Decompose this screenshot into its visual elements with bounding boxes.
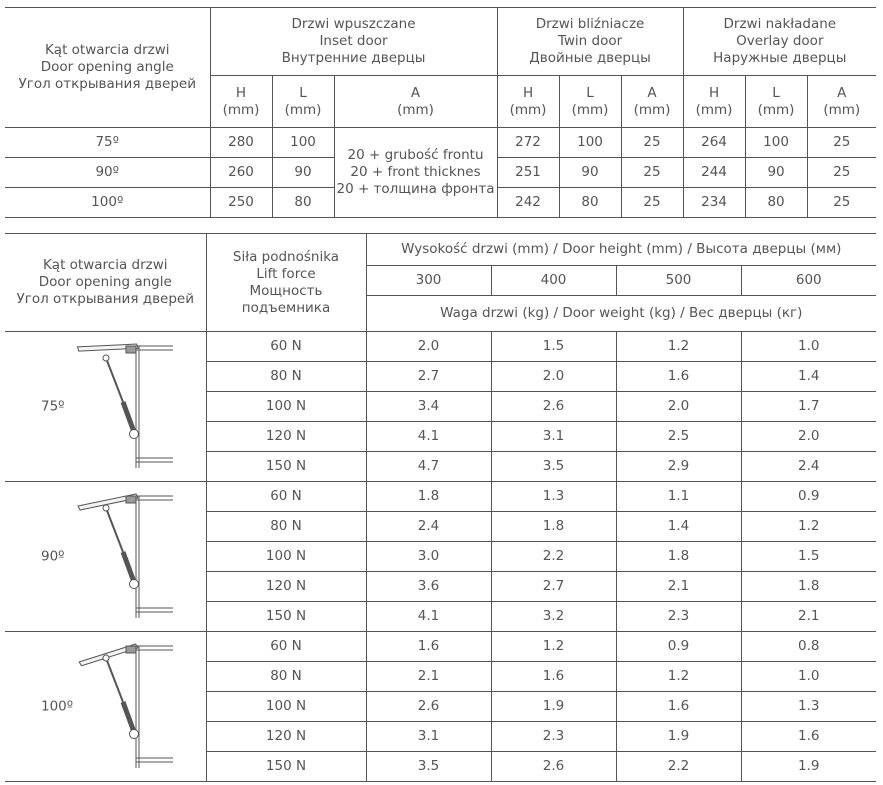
dimensions-table [5, 7, 876, 218]
height-300: 300 [366, 266, 491, 296]
value-cell: 272 [497, 128, 559, 158]
angle-cell: 100º [5, 188, 210, 218]
height-400: 400 [491, 266, 616, 296]
lift-force-cell: 60 N [206, 332, 366, 362]
angle-diagram-cell [5, 332, 206, 482]
angle-label: 100º [41, 698, 74, 714]
weight-cell: 3.0 [366, 542, 491, 572]
weight-cell: 1.7 [741, 392, 876, 422]
weight-cell: 2.2 [491, 542, 616, 572]
value-cell: 25 [621, 158, 683, 188]
weight-cell: 2.4 [366, 512, 491, 542]
lift-force-cell: 120 N [206, 572, 366, 602]
lift-force-header: Siła podnośnika Lift force Мощность подъемника [206, 234, 366, 332]
lift-force-cell: 150 N [206, 602, 366, 632]
weight-cell: 2.2 [616, 752, 741, 782]
weight-cell: 1.8 [741, 572, 876, 602]
weight-cell: 2.1 [741, 602, 876, 632]
weight-cell: 0.8 [741, 632, 876, 662]
weight-cell: 3.4 [366, 392, 491, 422]
weight-cell: 2.6 [491, 392, 616, 422]
lift-force-cell: 150 N [206, 452, 366, 482]
height-600: 600 [741, 266, 876, 296]
angle-cell: 75º [5, 128, 210, 158]
inset-l-unit: L (mm) [272, 76, 334, 128]
overlay-h-unit: H (mm) [683, 76, 745, 128]
weight-cell: 2.0 [491, 362, 616, 392]
weight-cell: 1.4 [616, 512, 741, 542]
inset-a-unit: A (mm) [334, 76, 497, 128]
value-cell: 100 [559, 128, 621, 158]
lift-force-cell: 80 N [206, 362, 366, 392]
weight-cell: 1.8 [491, 512, 616, 542]
lift-force-cell: 80 N [206, 512, 366, 542]
weight-cell: 1.3 [491, 482, 616, 512]
weight-cell: 1.6 [491, 662, 616, 692]
value-cell: 250 [210, 188, 272, 218]
weight-cell: 3.6 [366, 572, 491, 602]
value-cell: 100 [272, 128, 334, 158]
weight-cell: 1.2 [616, 332, 741, 362]
weight-cell: 2.1 [616, 572, 741, 602]
table-row [5, 128, 876, 158]
weight-cell: 3.5 [491, 452, 616, 482]
lift-mechanism-diagram-icon [70, 492, 175, 622]
weight-cell: 1.9 [491, 692, 616, 722]
weight-cell: 4.1 [366, 422, 491, 452]
weight-cell: 4.7 [366, 452, 491, 482]
weight-cell: 1.2 [491, 632, 616, 662]
weight-cell: 1.3 [741, 692, 876, 722]
weight-cell: 1.9 [741, 752, 876, 782]
overlay-a-unit: A (mm) [807, 76, 876, 128]
weight-cell: 2.5 [616, 422, 741, 452]
lift-mechanism-diagram-icon [70, 642, 175, 772]
value-cell: 25 [807, 158, 876, 188]
lift-force-cell: 120 N [206, 422, 366, 452]
angle-cell: 90º [5, 158, 210, 188]
weight-cell: 2.7 [491, 572, 616, 602]
twin-l-unit: L (mm) [559, 76, 621, 128]
value-cell: 280 [210, 128, 272, 158]
value-cell: 90 [272, 158, 334, 188]
weight-cell: 2.3 [616, 602, 741, 632]
table-row [5, 482, 876, 512]
value-cell: 234 [683, 188, 745, 218]
twin-a-unit: A (mm) [621, 76, 683, 128]
lift-force-cell: 100 N [206, 392, 366, 422]
angle-label: 75º [41, 398, 65, 414]
lift-force-cell: 80 N [206, 662, 366, 692]
weight-cell: 2.3 [491, 722, 616, 752]
weight-cell: 1.8 [616, 542, 741, 572]
table-row [5, 632, 876, 662]
inset-door-header: Drzwi wpuszczane Inset door Внутренние дверцы [210, 8, 497, 76]
value-cell: 80 [272, 188, 334, 218]
door-height-header: Wysokość drzwi (mm) / Door height (mm) / Высота дверцы (мм) [366, 234, 876, 266]
weight-cell: 2.6 [366, 692, 491, 722]
value-cell: 264 [683, 128, 745, 158]
weight-cell: 1.0 [741, 332, 876, 362]
value-cell: 242 [497, 188, 559, 218]
inset-a-note: 20 + grubość frontu 20 + front thicknes 20 + толщина фронта [334, 128, 497, 218]
door-weight-table [5, 233, 876, 782]
lift-force-cell: 100 N [206, 692, 366, 722]
value-cell: 90 [559, 158, 621, 188]
weight-cell: 1.8 [366, 482, 491, 512]
door-weight-header: Waga drzwi (kg) / Door weight (kg) / Вес дверцы (кг) [366, 296, 876, 332]
weight-cell: 2.0 [616, 392, 741, 422]
value-cell: 260 [210, 158, 272, 188]
lift-force-cell: 60 N [206, 632, 366, 662]
angle-label: 90º [41, 548, 65, 564]
table-row [5, 332, 876, 362]
lift-force-cell: 120 N [206, 722, 366, 752]
overlay-l-unit: L (mm) [745, 76, 807, 128]
weight-cell: 1.2 [741, 512, 876, 542]
inset-h-unit: H (mm) [210, 76, 272, 128]
weight-cell: 1.1 [616, 482, 741, 512]
value-cell: 244 [683, 158, 745, 188]
angle-diagram-cell [5, 482, 206, 632]
lift-force-cell: 100 N [206, 542, 366, 572]
weight-cell: 3.1 [491, 422, 616, 452]
value-cell: 25 [807, 188, 876, 218]
weight-cell: 2.0 [366, 332, 491, 362]
weight-cell: 2.6 [491, 752, 616, 782]
value-cell: 90 [745, 158, 807, 188]
twin-h-unit: H (mm) [497, 76, 559, 128]
weight-cell: 3.5 [366, 752, 491, 782]
weight-cell: 2.1 [366, 662, 491, 692]
value-cell: 25 [621, 128, 683, 158]
lift-force-cell: 150 N [206, 752, 366, 782]
value-cell: 80 [559, 188, 621, 218]
value-cell: 25 [807, 128, 876, 158]
weight-cell: 3.2 [491, 602, 616, 632]
value-cell: 80 [745, 188, 807, 218]
weight-cell: 1.9 [616, 722, 741, 752]
angle-diagram-cell [5, 632, 206, 782]
weight-cell: 1.6 [741, 722, 876, 752]
weight-cell: 2.4 [741, 452, 876, 482]
weight-cell: 0.9 [741, 482, 876, 512]
weight-cell: 1.0 [741, 662, 876, 692]
value-cell: 100 [745, 128, 807, 158]
weight-cell: 1.6 [616, 362, 741, 392]
angle-header: Kąt otwarcia drzwi Door opening angle Угол открывания дверей [5, 234, 206, 332]
value-cell: 251 [497, 158, 559, 188]
weight-cell: 3.1 [366, 722, 491, 752]
weight-cell: 2.7 [366, 362, 491, 392]
weight-cell: 0.9 [616, 632, 741, 662]
value-cell: 25 [621, 188, 683, 218]
weight-cell: 2.0 [741, 422, 876, 452]
weight-cell: 1.5 [741, 542, 876, 572]
twin-door-header: Drzwi bliźniacze Twin door Двойные дверцы [497, 8, 683, 76]
weight-cell: 1.5 [491, 332, 616, 362]
weight-cell: 4.1 [366, 602, 491, 632]
weight-cell: 1.6 [616, 692, 741, 722]
lift-force-cell: 60 N [206, 482, 366, 512]
lift-mechanism-diagram-icon [70, 342, 175, 472]
height-500: 500 [616, 266, 741, 296]
weight-cell: 1.6 [366, 632, 491, 662]
angle-header: Kąt otwarcia drzwi Door opening angle Угол открывания дверей [5, 8, 210, 128]
weight-cell: 2.9 [616, 452, 741, 482]
overlay-door-header: Drzwi nakładane Overlay door Наружные дверцы [683, 8, 876, 76]
weight-cell: 1.2 [616, 662, 741, 692]
weight-cell: 1.4 [741, 362, 876, 392]
